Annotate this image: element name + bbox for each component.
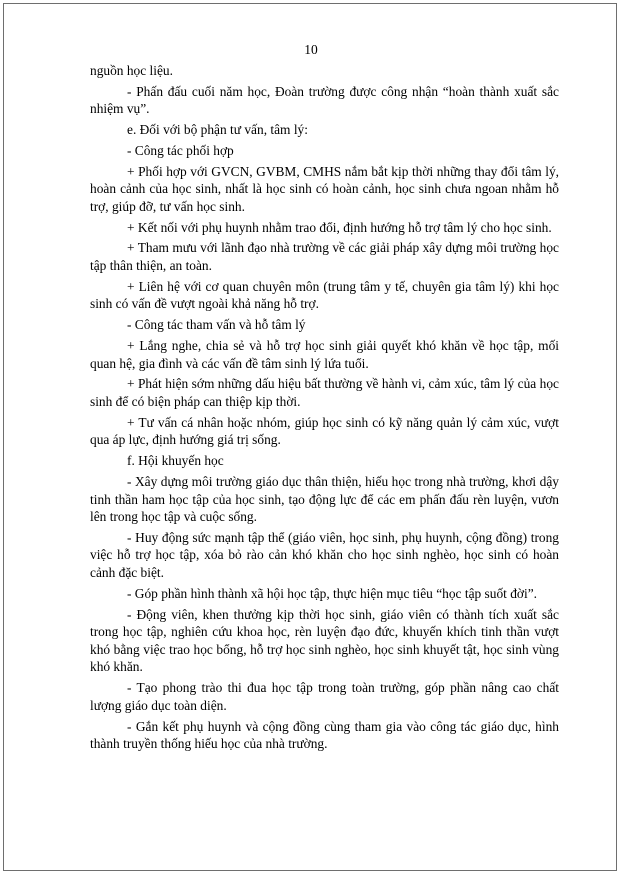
list-item: - Động viên, khen thưởng kịp thời học sinh, giáo viên có thành tích xuất sắc trong học tập, nghiên cứu khoa học, rèn luyện đạo đức, khuyến khích tinh thần vượt khó bằng việc trao học bổng, hỗ trợ học sinh nghèo, học sinh khuyết tật, học sinh vùng khó khăn.	[90, 606, 559, 675]
page-number: 10	[304, 42, 318, 57]
list-item: + Kết nối với phụ huynh nhằm trao đổi, định hướng hỗ trợ tâm lý cho học sinh.	[127, 219, 552, 235]
list-item: - Huy động sức mạnh tập thể (giáo viên, học sinh, phụ huynh, cộng đồng) trong việc hỗ trợ học tập, xóa bỏ rào cản khó khăn cho học sinh nghèo, học sinh có hoàn cảnh đặc biệt.	[90, 529, 559, 581]
list-item: - Gắn kết phụ huynh và cộng đồng cùng tham gia vào công tác giáo dục, hình thành truyền thống hiếu học của nhà trường.	[90, 718, 559, 752]
paragraph: - Phấn đấu cuối năm học, Đoàn trường được công nhận “hoàn thành xuất sắc nhiệm vụ”.	[90, 83, 559, 117]
list-item: + Tham mưu với lãnh đạo nhà trường về các giải pháp xây dựng môi trường học tập thân thiện, an toàn.	[90, 240, 559, 274]
document-body	[90, 62, 559, 756]
list-item: + Tư vấn cá nhân hoặc nhóm, giúp học sinh có kỹ năng quản lý cảm xúc, vượt qua áp lực, định hướng giá trị sống.	[90, 414, 559, 448]
section-heading-f: f. Hội khuyến học	[127, 453, 224, 469]
list-item: - Góp phần hình thành xã hội học tập, thực hiện mục tiêu “học tập suốt đời”.	[127, 585, 538, 601]
list-item: + Phát hiện sớm những dấu hiệu bất thường về hành vi, cảm xúc, tâm lý của học sinh để có biện pháp can thiệp kịp thời.	[90, 376, 559, 409]
list-item: + Liên hệ với cơ quan chuyên môn (trung tâm y tế, chuyên gia tâm lý) khi học sinh có vấn đề vượt ngoài khả năng hỗ trợ.	[90, 278, 559, 312]
list-item: + Lắng nghe, chia sẻ và hỗ trợ học sinh giải quyết khó khăn về học tập, mối quan hệ, gia đình và các vấn đề tâm sinh lý lứa tuổi.	[90, 338, 559, 371]
section-heading-e: e. Đối với bộ phận tư vấn, tâm lý:	[127, 122, 308, 138]
list-item: - Xây dựng môi trường giáo dục thân thiện, hiếu học trong nhà trường, khơi dậy tinh thần ham học tập của học sinh, tạo động lực để các em phấn đấu rèn luyện, vươn lên trong học tập và cuộc sống.	[90, 473, 559, 525]
paragraph: nguồn học liệu.	[90, 63, 173, 78]
list-item: + Phối hợp với GVCN, GVBM, CMHS nắm bắt kịp thời những thay đổi tâm lý, hoàn cảnh của học sinh, nhất là học sinh có hoàn cảnh, học sinh chưa ngoan nhằm hỗ trợ, giúp đỡ, tư vấn học sinh.	[90, 163, 559, 214]
subheading: - Công tác phối hợp	[127, 142, 234, 158]
list-item: - Tạo phong trào thi đua học tập trong toàn trường, góp phần nâng cao chất lượng giáo dục toàn diện.	[90, 680, 559, 713]
subheading: - Công tác tham vấn và hỗ tâm lý	[127, 317, 306, 333]
